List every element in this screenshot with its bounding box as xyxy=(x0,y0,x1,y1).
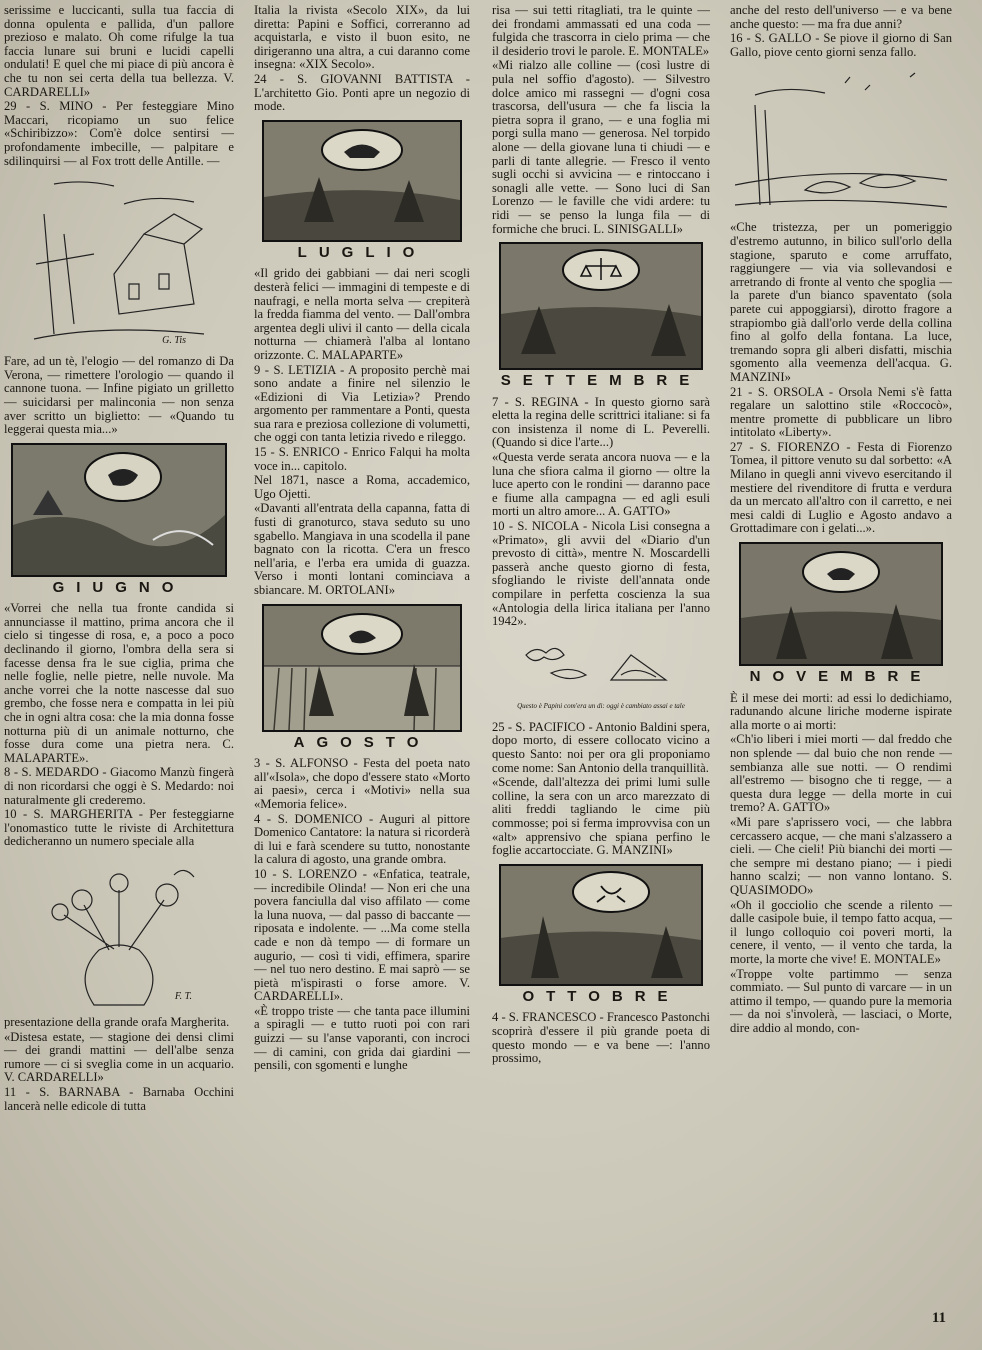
text-paragraph: 11 - S. BARNABA - Barnaba Occhini lancerà nelle edicole di tutta xyxy=(4,1084,234,1113)
text-paragraph: Fare, ad un tè, l'elogio — del romanzo di Da Verona, — rimettere l'orologio — quando il cannone tuona. — Infine pigiato un grilletto — suicidarsi per malinconia — non senza aver scritto un biglietto: — «Quando tu leggerai questa mia...» xyxy=(4,354,234,437)
text-paragraph: 9 - S. LETIZIA - A proposito perchè mai sono andate a finire nel silenzio le «Edizioni di Via Letizia»? Prendo argomento per rammentare a Ponti, questa sua rara e preziosa collezione di volumetti, che oggi con tanta letizia rivedo e rileggo. xyxy=(254,362,470,445)
column-4 xyxy=(730,4,952,1036)
month-heading-july: LUGLIO xyxy=(297,243,427,261)
shore-boats-sketch-illustration xyxy=(735,65,947,215)
text-paragraph: 4 - S. DOMENICO - Auguri al pittore Domenico Cantatore: la natura si ricorderà di lui e farà scendere su tutto, nonostante la calura di agosto, una grande ombra. xyxy=(254,811,470,867)
june-woodcut-illustration xyxy=(11,443,227,577)
text-paragraph: risa — sui tetti ritagliati, tra le quinte — dei frondami ammassati ed una coda — fulgida che trascorra in cielo prima — che il desiderio trovi le parole. E. MONTALE» xyxy=(492,3,710,58)
papini-caricature-illustration xyxy=(516,635,686,715)
text-paragraph: «Oh il gocciolio che scende a rilento — dalle casipole buie, il tempo fatto acqua, — il lungo colloquio coi poveri morti, la cenere, il vento, — il vento che tarda, la morte, la morte che vive! E. MONTALE» xyxy=(730,897,952,966)
column-2 xyxy=(254,4,470,1074)
text-paragraph: «Vorrei che nella tua fronte candida si annunciasse il mattino, prima ancora che il cielo si tingesse di rosa, e, a poco a poco declinando il giorno, l'ombra della sera si facesse densa fra le sue ciglia, prima che nelle foglie, nelle pietre, nelle nuvole. Ma anche vorrei che la notte nascesse dal suo grembo, che fosse nera e compatta in lei più che in ogni altra cosa: che la mia donna fosse notturna più di un animale notturno, che fosse dura come una pietra nera. C. MALAPARTE». xyxy=(4,601,234,765)
month-heading-august: AGOSTO xyxy=(293,733,431,751)
page-number: 11 xyxy=(931,1310,946,1326)
text-paragraph: 24 - S. GIOVANNI BATTISTA - L'architetto Gio. Ponti apre un negozio di mode. xyxy=(254,71,470,114)
text-paragraph: 25 - S. PACIFICO - Antonio Baldini spera, dopo morto, di essere collocato vicino a questo Santo: noi per ora gli proponiamo come nome: San Antonio della tranquillità. xyxy=(492,719,710,775)
august-woodcut-illustration xyxy=(262,604,462,732)
text-paragraph: anche del resto dell'universo — e va bene anche questo: — ma fra due anni? xyxy=(730,3,952,31)
text-paragraph: 8 - S. MEDARDO - Giacomo Manzù fingerà di non ricordarsi che oggi è S. Medardo: noi naturalmente gli crederemo. xyxy=(4,765,234,807)
text-paragraph: 10 - S. NICOLA - Nicola Lisi consegna a «Primato», gli avvii del «Diario d'un prevosto di città», mentre N. Moscardelli passerà anche questo giorno di festa, sfogliando le riviste dell'annata onde compilare in perfetta coscienza la sua «Antologia della lirica italiana per l'anno 1942». xyxy=(492,519,710,629)
flower-vase-sketch-illustration xyxy=(24,855,214,1010)
text-paragraph: 27 - S. FIORENZO - Festa di Fiorenzo Tomea, il pittore venuto su dal sorbetto: «A Milano in quegli anni vivevo esercitando il mestiere del rivenditore di frutta e verdura da un mercato all'altro con il carretto, e nei mesi caldi di Luglio e Agosto andavo a Grottadimare con i gelati...». xyxy=(730,439,952,536)
month-heading-november: NOVEMBRE xyxy=(749,668,933,686)
text-paragraph: 3 - S. ALFONSO - Festa del poeta nato all'«Isola», che dopo d'essere stato «Morto ai paesi», cerca i «Motivi» nella sua «Memoria felice». xyxy=(254,756,470,811)
village-sketch-illustration xyxy=(24,174,214,349)
text-paragraph: 10 - S. MARGHERITA - Per festeggiarne l'onomastico tutte le riviste di Architettura dedicheranno un numero speciale alla xyxy=(4,807,234,849)
text-paragraph: «Scende, dall'altezza dei primi lumi sulle colline, la sera con un arco marezzato di aliti freddi tagliando le cime più commosse; poi si ferma improvvisa con un «alt» apprensivo che spiana perfino le foglie accartocciate. G. MANZINI» xyxy=(492,775,710,858)
text-paragraph: «Che tristezza, per un pomeriggio d'estremo autunno, in bilico sull'orlo della stagione, sparuto e come arruffato, raggiungere — via via sollevandosi e arretrando di fronte al vento che spoglia — la parete d'un bianco spaventato (sola parete cui appoggiarsi), dirotto fragore a strapiombo già dall'orlo verde della collina fino al golfo della fontana. La luce, tremando sopra gli alberi disfatti, mischia sgomento alla veemenza dell'acqua. G. MANZINI» xyxy=(730,220,952,384)
july-woodcut-illustration xyxy=(262,120,462,242)
text-paragraph: «Davanti all'entrata della capanna, fatta di fusti di granoturco, stava seduto su uno sgabello. Mangiava in una scodella il pane bagnato con la ricotta. C'era un fresco nell'aria, e l'erba era umida di guazza. Verso i monti lontani cominciava a sbiancare. M. ORTOLANI» xyxy=(254,501,470,597)
text-paragraph: 7 - S. REGINA - In questo giorno sarà eletta la regina delle scrittrici italiane: si fa con insistenza il nome di L. Peverelli. (Quando si dice l'arte...) xyxy=(492,394,710,450)
text-paragraph: Italia la rivista «Secolo XIX», da lui diretta: Papini e Soffici, correranno ad acquistarla, e visto il buon esito, ne dirigeranno una altra, a cui daranno come insegna: «XIX Secolo». xyxy=(254,3,470,72)
month-heading-september: SETTEMBRE xyxy=(500,372,702,390)
text-paragraph: «Mi pare s'aprissero voci, — che labbra cercassero acque, — che mani s'alzassero a cieli. — Che cieli! Più bianchi dei morti — che sempre mi destano piano; — i piedi hanno scalzi; — non vanno lontano. S. QUASIMODO» xyxy=(730,814,952,897)
text-paragraph: 29 - S. MINO - Per festeggiare Mino Maccari, ricopiamo un suo felice «Schiribizzo»: Com'è dolce sentirsi — profondamente imbecille, — palpitare e sdilinquirsi — al Fox trott delle Antille. — xyxy=(4,99,234,168)
text-paragraph: «Questa verde serata ancora nuova — e la luna che sfiora calma il giorno — oltre la luce aperto con le rondini — daranno pace e fiume alla campagna — ed agli esuli morti un altro amore... A. GATTO» xyxy=(492,450,710,519)
text-paragraph: serissime e luccicanti, sulla tua faccia di donna opulenta e pallida, d'un pallore prezioso e malato. Oh come rifulge la tua faccia lunare sui bruni e lucidi capelli ondulati! E quel che mi piace di più ancora è che tu non sei certa della tua bellezza. V. CARDARELLI» xyxy=(4,3,234,99)
text-paragraph: «È troppo triste — che tanta pace illumini a spiragli — e tutto ruoti poi con rari guizzi — su l'anse vaporanti, con incroci — di camini, con grida dai giardini — pensili, con sgomenti e lunghe xyxy=(254,1003,470,1073)
text-paragraph: Nel 1871, nasce a Roma, accademico, Ugo Ojetti. xyxy=(254,473,470,501)
text-paragraph: 15 - S. ENRICO - Enrico Falqui ha molta voce in... capitolo. xyxy=(254,445,470,473)
artist-signature: F. T. xyxy=(174,991,192,1003)
artist-signature: G. Tis xyxy=(162,334,186,346)
september-woodcut-illustration xyxy=(499,242,703,370)
illustration-caption: Questo è Papini com'era un di: oggi è cambiato assai e tale xyxy=(517,702,685,711)
text-paragraph: «Troppe volte partimmo — senza commiato. — Sul punto di varcare — in un attimo il tempo, — quando pure la memoria — da noi s'involerà, — lasciaci, o Morte, dire addio al mondo, con- xyxy=(730,966,952,1035)
text-paragraph: presentazione della grande orafa Margherita. xyxy=(4,1014,230,1029)
month-heading-october: OTTOBRE xyxy=(522,987,680,1005)
text-paragraph: È il mese dei morti: ad essi lo dedichiamo, radunando alcune liriche moderne ispirate alla morte o ai morti: xyxy=(730,690,952,732)
text-paragraph: «Distesa estate, — stagione dei densi climi — dei grandi mattini — dell'albe senza rumore — ci si sveglia come in un acquario. V. CARDARELLI» xyxy=(4,1029,234,1085)
text-paragraph: «Il grido dei gabbiani — dai neri scogli desterà felici — immagini di tempeste e di naufragi, e nella morta selva — crepiterà la fredda fiamma del vento. — Dall'ombra argentea degli ulivi il canto — della cicala notturna — chiamerà l'alba al lontano orizzonte. C. MALAPARTE» xyxy=(254,266,470,362)
column-1 xyxy=(4,4,234,1114)
month-heading-june: GIUGNO xyxy=(52,578,186,596)
text-paragraph: 21 - S. ORSOLA - Orsola Nemi s'è fatta regalare un salottino stile «Roccocò», mentre promette di pubblicare un libro intitolato «Liberty». xyxy=(730,384,952,440)
text-paragraph: 4 - S. FRANCESCO - Francesco Pastonchi scoprirà d'essere il più grande poeta di questo mondo — e va bene —: l'anno prossimo, xyxy=(492,1010,710,1066)
column-3 xyxy=(492,4,710,1067)
november-woodcut-illustration xyxy=(739,542,943,666)
text-paragraph: «Mi rialzo alle colline — (così lustre di pula nel soffio d'agosto). — Silvestro dolce amico mi rassegni — d'ogni cosa trascorsa, dell'usura — che fa liscia la pietra sopra il grano, — e una foglia mi porgi sulla mano — generosa. Nel torpido alone — della giovane luna ti chiudi — e parli di tante allegrie. — Fresco il vento sugli occhi si avvicina — e rintoccano i sonagli alle vette. — Sono luci di San Lorenzo — le faville che vidi ardere: tu ridi — se penso la lunga fila — di formiche che bruci. L. SINISGALLI» xyxy=(492,58,710,236)
text-paragraph: 10 - S. LORENZO - «Enfatica, teatrale, — incredibile Olinda! — Non eri che una povera fanciulla dal viso affilato — come la luna nuova, — dal passo di baccante — riposata e indolente. — ...Ma come stella cade e non dà tempo — di formare un augurio, — così ti vidi, effimera, sparire — nel tuo nero destino. E mai saprò — se pietà m'ispirasti o forse amore. V. CARDARELLI». xyxy=(254,866,470,1004)
text-paragraph: «Ch'io liberi i miei morti — dal freddo che non splende — dal buio che non rende — sembianza alle sue notti. — O rendimi all'estremo — bisogno che ti regge, — a questa dura legge — della morte in cui tremo? A. GATTO» xyxy=(730,732,952,815)
october-woodcut-illustration xyxy=(499,864,703,986)
text-paragraph: 16 - S. GALLO - Se piove il giorno di San Gallo, piove cento giorni senza fallo. xyxy=(730,31,952,59)
